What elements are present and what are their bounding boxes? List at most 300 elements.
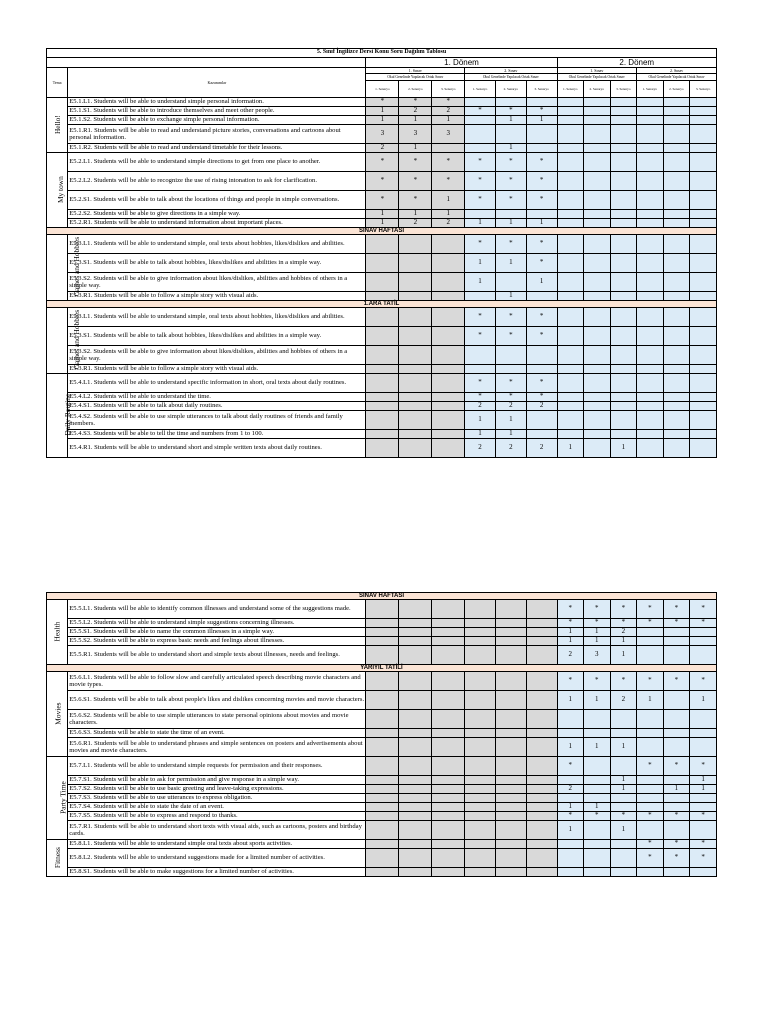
- count-cell: 1: [399, 210, 432, 219]
- count-cell: [663, 98, 690, 107]
- section-banner: [47, 593, 717, 600]
- table-row: [47, 849, 717, 868]
- count-cell: *: [610, 600, 637, 619]
- count-cell: [465, 821, 496, 840]
- count-cell: [637, 776, 664, 785]
- count-cell: [584, 729, 611, 738]
- count-cell: [399, 439, 432, 458]
- count-cell: [366, 393, 399, 402]
- table-row: [47, 803, 717, 812]
- count-cell: 1: [557, 439, 584, 458]
- count-cell: [584, 254, 611, 273]
- scenario-col-header: 3. Senaryo: [526, 81, 557, 98]
- count-cell: *: [690, 757, 717, 776]
- count-cell: [610, 402, 637, 411]
- count-cell: [610, 365, 637, 374]
- count-cell: *: [465, 107, 496, 116]
- count-cell: 1: [584, 803, 611, 812]
- count-cell: [584, 273, 611, 292]
- table-row: [47, 191, 717, 210]
- count-cell: *: [584, 672, 611, 691]
- objective-text: E5.5.L2. Students will be able to understand simple suggestions concerning illnesses.: [68, 619, 366, 628]
- count-cell: [610, 98, 637, 107]
- table-row: [47, 107, 717, 116]
- scenario-col-header: 1. Senaryo: [557, 81, 584, 98]
- count-cell: [690, 411, 717, 430]
- count-cell: [465, 125, 496, 144]
- count-cell: [366, 868, 399, 877]
- count-cell: [557, 346, 584, 365]
- objective-text: E5.3.L1. Students will be able to understand simple, oral texts about hobbies, likes/dislikes and abilities.: [68, 308, 366, 327]
- objective-text: E5.8.S1. Students will be able to make suggestions for a limited number of activities.: [68, 868, 366, 877]
- ortak-sinav-header: Okul Genelinde Yapılacak Ortak Sınav: [557, 74, 637, 81]
- objective-text: E5.3.L1. Students will be able to understand simple, oral texts about hobbies, likes/dislikes and abilities.: [68, 235, 366, 254]
- kazanim-header: Kazanımlar: [68, 68, 366, 98]
- count-cell: *: [465, 393, 496, 402]
- objective-text: E5.2.R1. Students will be able to understand information about important places.: [68, 219, 366, 228]
- count-cell: [663, 235, 690, 254]
- objective-text: E5.1.R1. Students will be able to read and understand picture stories, conversations and cartoons about personal information.: [68, 125, 366, 144]
- count-cell: *: [399, 98, 432, 107]
- count-cell: [690, 803, 717, 812]
- count-cell: [366, 729, 399, 738]
- count-cell: [432, 738, 465, 757]
- count-cell: [526, 628, 557, 637]
- count-cell: *: [526, 107, 557, 116]
- count-cell: [399, 327, 432, 346]
- scenario-col-header: 3. Senaryo: [690, 81, 717, 98]
- count-cell: [610, 346, 637, 365]
- count-cell: [399, 710, 432, 729]
- count-cell: *: [584, 812, 611, 821]
- count-cell: [637, 411, 664, 430]
- count-cell: 2: [366, 144, 399, 153]
- count-cell: 1: [610, 785, 637, 794]
- count-cell: [399, 619, 432, 628]
- count-cell: [557, 430, 584, 439]
- count-cell: [690, 868, 717, 877]
- count-cell: *: [637, 600, 664, 619]
- count-cell: [663, 738, 690, 757]
- count-cell: [690, 308, 717, 327]
- count-cell: 1: [366, 116, 399, 125]
- theme-label: Fitness: [47, 840, 68, 877]
- count-cell: 2: [610, 628, 637, 637]
- count-cell: [663, 710, 690, 729]
- table-row: [47, 729, 717, 738]
- count-cell: [557, 840, 584, 849]
- count-cell: [557, 172, 584, 191]
- count-cell: [690, 172, 717, 191]
- count-cell: *: [663, 812, 690, 821]
- count-cell: [526, 646, 557, 665]
- count-cell: 1: [495, 116, 526, 125]
- count-cell: [366, 738, 399, 757]
- count-cell: [366, 776, 399, 785]
- count-cell: [465, 729, 496, 738]
- objective-text: E5.5.S2. Students will be able to express basic needs and feelings about illnesses.: [68, 637, 366, 646]
- table-row: [47, 273, 717, 292]
- count-cell: [637, 153, 664, 172]
- count-cell: [399, 365, 432, 374]
- count-cell: [366, 235, 399, 254]
- count-cell: [432, 794, 465, 803]
- count-cell: *: [690, 840, 717, 849]
- count-cell: [584, 868, 611, 877]
- count-cell: [610, 849, 637, 868]
- count-cell: 1: [584, 691, 611, 710]
- count-cell: [432, 785, 465, 794]
- count-cell: [690, 402, 717, 411]
- count-cell: [526, 619, 557, 628]
- count-cell: [557, 125, 584, 144]
- count-cell: [610, 116, 637, 125]
- count-cell: [366, 821, 399, 840]
- table-row: [47, 794, 717, 803]
- distribution-table-page-1: [46, 48, 717, 458]
- count-cell: [610, 292, 637, 301]
- count-cell: [432, 776, 465, 785]
- table-row: [47, 144, 717, 153]
- count-cell: [637, 254, 664, 273]
- count-cell: [557, 107, 584, 116]
- term-1-header: 1. Dönem: [366, 58, 557, 68]
- count-cell: [366, 646, 399, 665]
- count-cell: [557, 254, 584, 273]
- objective-text: E5.2.S1. Students will be able to talk about the locations of things and people in simple conversations.: [68, 191, 366, 210]
- theme-label: Games and Hobbies: [47, 308, 68, 374]
- objective-text: E5.2.L1. Students will be able to understand simple directions to get from one place to another.: [68, 153, 366, 172]
- count-cell: *: [495, 172, 526, 191]
- count-cell: [526, 637, 557, 646]
- count-cell: [637, 794, 664, 803]
- count-cell: 1: [495, 144, 526, 153]
- count-cell: [432, 393, 465, 402]
- count-cell: [637, 710, 664, 729]
- count-cell: [557, 273, 584, 292]
- count-cell: [432, 672, 465, 691]
- count-cell: [465, 646, 496, 665]
- count-cell: [366, 628, 399, 637]
- count-cell: *: [610, 619, 637, 628]
- table-row: [47, 439, 717, 458]
- count-cell: [584, 776, 611, 785]
- count-cell: [637, 116, 664, 125]
- count-cell: *: [637, 812, 664, 821]
- count-cell: 2: [399, 219, 432, 228]
- count-cell: [637, 292, 664, 301]
- count-cell: [663, 439, 690, 458]
- count-cell: [637, 210, 664, 219]
- objective-text: E5.3.S2. Students will be able to give information about likes/dislikes, abilities and hobbies of others in a simple way.: [68, 346, 366, 365]
- count-cell: [495, 776, 526, 785]
- count-cell: [495, 803, 526, 812]
- table-row: [47, 840, 717, 849]
- count-cell: [495, 628, 526, 637]
- scenario-col-header: 2. Senaryo: [663, 81, 690, 98]
- count-cell: [637, 803, 664, 812]
- count-cell: *: [526, 393, 557, 402]
- count-cell: [637, 393, 664, 402]
- count-cell: [495, 729, 526, 738]
- count-cell: [637, 646, 664, 665]
- count-cell: [495, 98, 526, 107]
- table-row: [47, 646, 717, 665]
- count-cell: *: [637, 619, 664, 628]
- count-cell: [557, 365, 584, 374]
- count-cell: [465, 292, 496, 301]
- table-row: [47, 254, 717, 273]
- count-cell: [610, 411, 637, 430]
- count-cell: *: [495, 191, 526, 210]
- objective-text: E5.3.S2. Students will be able to give information about likes/dislikes, abilities and hobbies of others in a simple way.: [68, 273, 366, 292]
- count-cell: [399, 812, 432, 821]
- count-cell: [690, 637, 717, 646]
- count-cell: [584, 107, 611, 116]
- count-cell: 1: [495, 411, 526, 430]
- count-cell: [663, 803, 690, 812]
- count-cell: *: [584, 619, 611, 628]
- count-cell: [610, 729, 637, 738]
- count-cell: [495, 210, 526, 219]
- count-cell: [690, 646, 717, 665]
- count-cell: [432, 327, 465, 346]
- count-cell: [610, 868, 637, 877]
- objective-text: E5.5.R1. Students will be able to understand short and simple texts about illnesses, needs and feelings.: [68, 646, 366, 665]
- count-cell: [399, 628, 432, 637]
- count-cell: [690, 125, 717, 144]
- objective-text: E5.1.L1. Students will be able to understand simple personal information.: [68, 98, 366, 107]
- count-cell: *: [465, 327, 496, 346]
- ortak-sinav-header: Okul Genelinde Yapılacak Ortak Sınav: [637, 74, 717, 81]
- count-cell: [465, 840, 496, 849]
- count-cell: [526, 776, 557, 785]
- count-cell: [432, 812, 465, 821]
- count-cell: [557, 98, 584, 107]
- count-cell: [584, 153, 611, 172]
- count-cell: [495, 849, 526, 868]
- table-row: [47, 812, 717, 821]
- count-cell: *: [366, 153, 399, 172]
- table-row: [47, 637, 717, 646]
- count-cell: [526, 729, 557, 738]
- count-cell: 1: [663, 785, 690, 794]
- count-cell: [663, 107, 690, 116]
- count-cell: [366, 840, 399, 849]
- count-cell: [432, 619, 465, 628]
- count-cell: [584, 292, 611, 301]
- count-cell: [399, 794, 432, 803]
- count-cell: *: [610, 672, 637, 691]
- count-cell: [610, 327, 637, 346]
- count-cell: [637, 98, 664, 107]
- count-cell: 1: [495, 254, 526, 273]
- count-cell: [399, 840, 432, 849]
- table-row: [47, 691, 717, 710]
- count-cell: [465, 785, 496, 794]
- count-cell: [432, 292, 465, 301]
- count-cell: [690, 365, 717, 374]
- objective-text: E5.7.S2. Students will be able to use basic greeting and leave-taking expressions.: [68, 785, 366, 794]
- count-cell: [584, 191, 611, 210]
- count-cell: [584, 327, 611, 346]
- count-cell: [690, 729, 717, 738]
- count-cell: [432, 144, 465, 153]
- count-cell: [495, 273, 526, 292]
- count-cell: [432, 849, 465, 868]
- count-cell: [610, 430, 637, 439]
- count-cell: 1: [610, 738, 637, 757]
- count-cell: [465, 144, 496, 153]
- count-cell: [432, 273, 465, 292]
- count-cell: *: [366, 172, 399, 191]
- count-cell: [526, 849, 557, 868]
- count-cell: [663, 346, 690, 365]
- count-cell: 1: [557, 821, 584, 840]
- objective-text: E5.7.S3. Students will be able to use utterances to express obligation.: [68, 794, 366, 803]
- count-cell: [663, 191, 690, 210]
- count-cell: *: [465, 191, 496, 210]
- count-cell: [366, 439, 399, 458]
- count-cell: [690, 393, 717, 402]
- table-row: [47, 672, 717, 691]
- table-row: [47, 308, 717, 327]
- count-cell: 1: [584, 637, 611, 646]
- table-row: [47, 619, 717, 628]
- objective-text: E5.3.R1. Students will be able to follow a simple story with visual aids.: [68, 292, 366, 301]
- count-cell: [526, 785, 557, 794]
- count-cell: [690, 116, 717, 125]
- count-cell: [526, 346, 557, 365]
- count-cell: [526, 125, 557, 144]
- count-cell: [690, 374, 717, 393]
- count-cell: [399, 738, 432, 757]
- count-cell: [399, 273, 432, 292]
- count-cell: [465, 776, 496, 785]
- blank-header: [47, 58, 366, 68]
- count-cell: [399, 308, 432, 327]
- term-2-header: 2. Dönem: [557, 58, 717, 68]
- count-cell: *: [432, 172, 465, 191]
- theme-label: My town: [47, 153, 68, 228]
- count-cell: [465, 672, 496, 691]
- scenario-col-header: 2. Senaryo: [495, 81, 526, 98]
- count-cell: 1: [399, 116, 432, 125]
- count-cell: [690, 430, 717, 439]
- count-cell: [690, 794, 717, 803]
- count-cell: 1: [465, 254, 496, 273]
- count-cell: [610, 219, 637, 228]
- sinav-header: 2. Sınav: [637, 68, 717, 74]
- count-cell: 3: [366, 125, 399, 144]
- count-cell: *: [399, 191, 432, 210]
- sinav-header: 1. Sınav: [557, 68, 637, 74]
- table-row: [47, 292, 717, 301]
- count-cell: *: [495, 393, 526, 402]
- table-row: [47, 327, 717, 346]
- count-cell: [495, 125, 526, 144]
- count-cell: [557, 393, 584, 402]
- scenario-col-header: 2. Senaryo: [584, 81, 611, 98]
- count-cell: [526, 757, 557, 776]
- count-cell: [663, 430, 690, 439]
- count-cell: *: [465, 374, 496, 393]
- count-cell: [610, 308, 637, 327]
- table-row: [47, 235, 717, 254]
- count-cell: [432, 710, 465, 729]
- count-cell: [610, 235, 637, 254]
- table-row: [47, 710, 717, 729]
- count-cell: 1: [557, 628, 584, 637]
- count-cell: [663, 172, 690, 191]
- objective-text: E5.2.L2. Students will be able to recognize the use of rising intonation to ask for clarification.: [68, 172, 366, 191]
- count-cell: 2: [432, 219, 465, 228]
- count-cell: [399, 803, 432, 812]
- count-cell: [690, 628, 717, 637]
- table-row: [47, 785, 717, 794]
- count-cell: *: [526, 235, 557, 254]
- count-cell: [610, 374, 637, 393]
- count-cell: *: [637, 840, 664, 849]
- objective-text: E5.5.S1. Students will be able to name the common illnesses in a simple way.: [68, 628, 366, 637]
- count-cell: *: [495, 308, 526, 327]
- objective-text: E5.2.S2. Students will be able to give directions in a simple way.: [68, 210, 366, 219]
- count-cell: [663, 402, 690, 411]
- count-cell: [526, 691, 557, 710]
- section-banner: [47, 665, 717, 672]
- count-cell: *: [557, 812, 584, 821]
- count-cell: 1: [584, 738, 611, 757]
- objective-text: E5.4.S2. Students will be able to use simple utterances to talk about daily routines of friends and family members.: [68, 411, 366, 430]
- count-cell: *: [690, 672, 717, 691]
- count-cell: [399, 785, 432, 794]
- count-cell: [495, 365, 526, 374]
- count-cell: [637, 273, 664, 292]
- sinav-header: 1. Sınav: [366, 68, 465, 74]
- count-cell: 2: [465, 439, 496, 458]
- count-cell: [637, 439, 664, 458]
- count-cell: [526, 710, 557, 729]
- count-cell: [432, 439, 465, 458]
- count-cell: 2: [557, 646, 584, 665]
- count-cell: [495, 794, 526, 803]
- table-row: [47, 219, 717, 228]
- count-cell: [366, 365, 399, 374]
- count-cell: [584, 411, 611, 430]
- objective-text: E5.4.S1. Students will be able to talk about daily routines.: [68, 402, 366, 411]
- objective-text: E5.6.S3. Students will be able to state the time of an event.: [68, 729, 366, 738]
- count-cell: [366, 803, 399, 812]
- count-cell: [663, 691, 690, 710]
- objective-text: E5.6.R1. Students will be able to understand phrases and simple sentences on posters and advertisements about movies and movie characters.: [68, 738, 366, 757]
- table-row: [47, 430, 717, 439]
- count-cell: [399, 600, 432, 619]
- count-cell: *: [465, 235, 496, 254]
- count-cell: [366, 273, 399, 292]
- theme-label: Health: [47, 600, 68, 665]
- count-cell: [495, 600, 526, 619]
- theme-label: Movies: [47, 672, 68, 757]
- count-cell: [465, 812, 496, 821]
- count-cell: [584, 821, 611, 840]
- count-cell: [610, 172, 637, 191]
- table-row: [47, 411, 717, 430]
- count-cell: [465, 116, 496, 125]
- count-cell: [663, 125, 690, 144]
- count-cell: [637, 821, 664, 840]
- objective-text: E5.7.R1. Students will be able to understand short texts with visual aids, such as cartoons, posters and birthday cards.: [68, 821, 366, 840]
- count-cell: [465, 710, 496, 729]
